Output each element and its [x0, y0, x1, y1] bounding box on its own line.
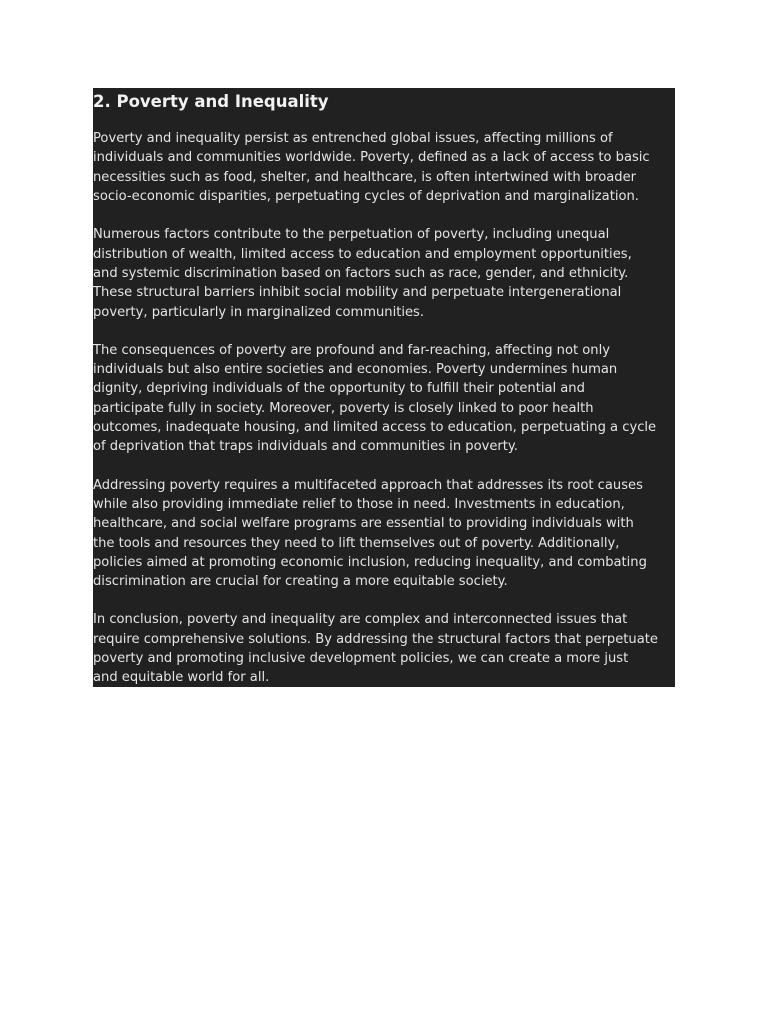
- paragraph-line: outcomes, inadequate housing, and limited access to education, perpetuating a cycle: [93, 420, 657, 436]
- paragraph-line: healthcare, and social welfare programs are essential to providing individuals with: [93, 516, 634, 532]
- paragraph-line: Addressing poverty requires a multifaceted approach that addresses its root causes: [93, 477, 643, 493]
- paragraph-line: distribution of wealth, limited access to education and employment opportunities,: [93, 246, 632, 262]
- paragraph-line: and equitable world for all.: [93, 670, 270, 686]
- paragraph-line: The consequences of poverty are profound and far-reaching, affecting not only: [93, 342, 610, 358]
- paragraph-line: individuals and communities worldwide. Poverty, defined as a lack of access to basic: [93, 150, 650, 166]
- paragraph-line: dignity, depriving individuals of the opportunity to fulfill their potential and: [93, 381, 585, 397]
- paragraph-line: discrimination are crucial for creating a more equitable society.: [93, 574, 508, 590]
- paragraph-3: [93, 341, 675, 457]
- paragraph-line: while also providing immediate relief to those in need. Investments in education,: [93, 496, 625, 512]
- paragraph-line: socio-economic disparities, perpetuating cycles of deprivation and marginalization.: [93, 189, 639, 205]
- paragraph-line: poverty, particularly in marginalized communities.: [93, 304, 425, 320]
- paragraph-line: poverty and promoting inclusive development policies, we can create a more just: [93, 651, 629, 667]
- paragraph-line: necessities such as food, shelter, and healthcare, is often intertwined with broader: [93, 169, 637, 185]
- paragraph-line: of deprivation that traps individuals and communities in poverty.: [93, 439, 518, 455]
- paragraph-line: Poverty and inequality persist as entrenched global issues, affecting millions of: [93, 131, 613, 146]
- paragraph-line: Numerous factors contribute to the perpetuation of poverty, including unequal: [93, 227, 610, 243]
- paragraph-line: require comprehensive solutions. By addressing the structural factors that perpetuate: [93, 631, 658, 647]
- section-title: 2. Poverty and Inequality: [93, 92, 329, 111]
- paragraph-line: the tools and resources they need to lift themselves out of poverty. Additionally,: [93, 535, 620, 551]
- paragraph-container: [93, 129, 675, 687]
- paragraph-2: [93, 225, 675, 322]
- paragraph-line: These structural barriers inhibit social mobility and perpetuate intergenerational: [93, 285, 622, 301]
- paragraph-4: [93, 476, 675, 592]
- paragraph-line: individuals but also entire societies and economies. Poverty undermines human: [93, 362, 618, 378]
- document-block: [93, 88, 675, 687]
- paragraph-line: policies aimed at promoting economic inclusion, reducing inequality, and combating: [93, 554, 647, 570]
- paragraph-line: and systemic discrimination based on factors such as race, gender, and ethnicity.: [93, 265, 629, 281]
- paragraph-line: In conclusion, poverty and inequality are complex and interconnected issues that: [93, 612, 628, 628]
- paragraph-line: participate fully in society. Moreover, poverty is closely linked to poor health: [93, 400, 594, 416]
- paragraph-5: [93, 610, 675, 687]
- paragraph-1: [93, 129, 675, 206]
